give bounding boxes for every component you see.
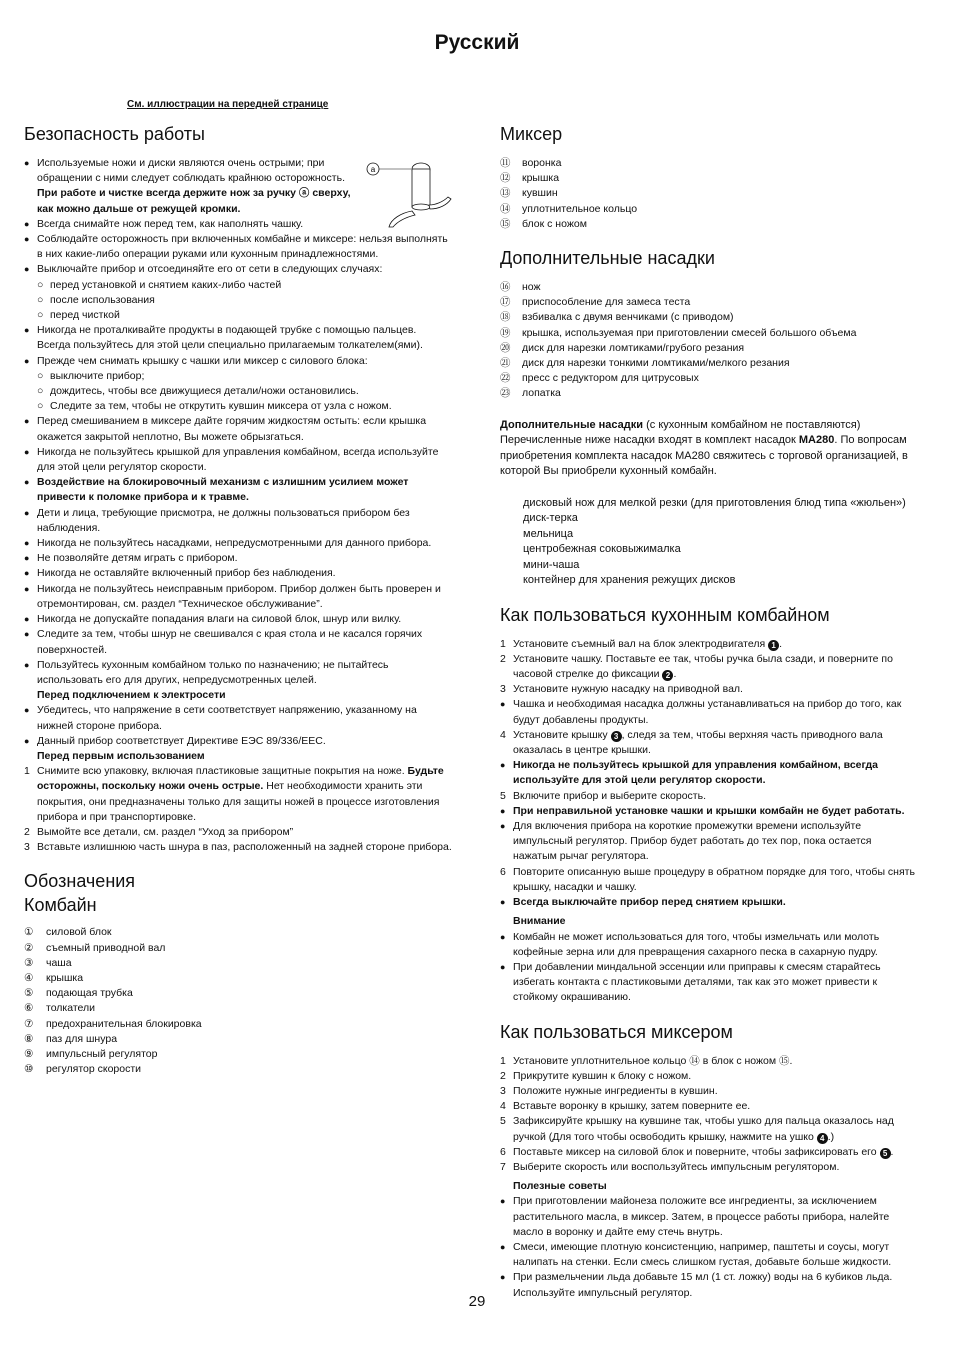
howto-step: 4 Установите крышку 3 , следя за тем, чтобы верхняя часть приводного вала оказалась в центре крышки.	[500, 728, 883, 757]
safety-item: ● Никогда не пользуйтесь насадками, непредусмотренными для данного прибора.	[24, 537, 432, 550]
tips-heading: Полезные советы	[513, 1180, 607, 1193]
mixer-step: 7 Выберите скорость или воспользуйтесь импульсным регулятором.	[500, 1160, 840, 1173]
safety-item: ● Воздействие на блокировочный механизм с излишним усилием может привести к поломке прибора и к травме.	[24, 476, 409, 504]
safety-item: ● Дети и лица, требующие присмотра, не должны пользоваться прибором без наблюдения.	[24, 506, 410, 534]
figure-ref-icon: 5	[880, 1148, 891, 1159]
safety-item: ● Данный прибор соответствует Директиве ЕЭС 89/336/EEC.	[24, 734, 326, 747]
designation-item: ⑧ паз для шнура	[24, 1032, 118, 1045]
howto-note: ● Всегда выключайте прибор перед снятием крышки.	[500, 896, 786, 909]
safety-item: ● Соблюдайте осторожность при включенных комбайне и миксере: нельзя выполнять в них какие-либо операции руками или кухонным принадлежностями.	[24, 233, 448, 261]
howto-note: ● Для включения прибора на короткие промежутки времени используйте импульсный регулятор. Прибор будет работать до тех пор, пока остается нажатым рычаг регулятора.	[500, 820, 872, 863]
tip-item: ● При приготовлении майонеза положите все ингредиенты, за исключением растительного масла, в миксер. Затем, в процессе работы прибора, налейте масло в воронку и дайте ему стечь внутрь.	[500, 1195, 890, 1238]
safety-item: ● Убедитесь, что напряжение в сети соответствует напряжению, указанному на нижней стороне прибора.	[24, 704, 417, 732]
designation-item: ⑤ подающая трубка	[24, 987, 133, 1000]
designation-item: ④ крышка	[24, 971, 84, 984]
extras-item: дисковый нож для мелкой резки (для приготовления блюд типа «жюльен»)	[523, 496, 906, 509]
safety-item: ● Перед смешиванием в миксере дайте горячим жидкостям остыть: если крышка окажется закрытой неплотно, Вы можете обрызгаться.	[24, 415, 427, 443]
mixer-part: ⑪ воронка	[500, 157, 562, 169]
safety-item: ● Используемые ножи и диски являются очень острыми; при обращении с ними следует соблюдать крайнюю осторожность. При работе и чистке всегда держите нож за ручку ⓐ сверху, как можно дальше от режущей кромки.	[24, 157, 351, 215]
extras-item: мельница	[523, 527, 574, 540]
extras-list	[500, 496, 918, 589]
designation-item: ③ чаша	[24, 956, 72, 969]
mixer-heading: Миксер	[500, 124, 563, 144]
safety-item: ● Пользуйтесь кухонным комбайном только по назначению; не пытайтесь использовать его для других, непредусмотренных целей.	[24, 658, 389, 686]
attachment-item: ⑳ диск для нарезки ломтиками/грубого резания	[500, 341, 745, 354]
designation-item: ⑦ предохранительная блокировка	[24, 1017, 202, 1030]
mixer-step: 6 Поставьте миксер на силовой блок и поверните, чтобы зафиксировать его 5 .	[500, 1145, 894, 1158]
attachments-note: Дополнительные насадки (с кухонным комбайном не поставляются) Перечисленные ниже насадки входят в комплект насадок MA280. По вопросам приобретения комплекта насадок MA280 свяжитесь с торговой организацией, в которой Вы приобрели кухонный комбайн.	[500, 418, 908, 478]
right-column	[500, 122, 918, 1301]
attachment-item: ⑲ крышка, используемая при приготовлении смесей большого объема	[500, 326, 857, 339]
mixer-part: ⑭ уплотнительное кольцо	[500, 202, 638, 215]
figure-ref-icon: 4	[817, 1133, 828, 1144]
mixer-step: 2 Прикрутите кувшин к блоку с ножом.	[500, 1069, 692, 1082]
mixer-part: ⑫ крышка	[500, 172, 560, 185]
designation-item: ⑥ толкатели	[24, 1002, 96, 1015]
safety-item: ● Никогда не допускайте попадания влаги на силовой блок, шнур или вилку.	[24, 613, 402, 626]
tip-item: ● При размельчении льда добавьте 15 мл (1 ст. ложку) воды на 6 кубиков льда. Используйте импульсный регулятор.	[500, 1271, 893, 1299]
safety-item: ● Никогда не проталкивайте продукты в подающей трубке с помощью пальцев. Всегда пользуйтесь для этой цели специально прилагаемым толкателем(ями).	[24, 324, 423, 352]
safety-item: ● Никогда не пользуйтесь крышкой для управления комбайном, всегда используйте для этой цели регулятор скорости.	[24, 445, 439, 474]
designation-item: ⑨ импульсный регулятор	[24, 1047, 158, 1060]
attention-heading: Внимание	[513, 915, 566, 928]
illustrations-reference[interactable]: См. иллюстрации на передней странице	[127, 99, 329, 110]
howto-note: ● Чашка и необходимая насадка должны устанавливаться на прибор до того, как будут добавлены продукты.	[500, 698, 902, 726]
first-use-step: 1 Снимите всю упаковку, включая пластиковые защитные покрытия на ноже. Будьте осторожны, поскольку ножи очень острые. Нет необходимости хранить эти покрытия, они предназначены только для защиты ножей в процессе изготовления прибора и при транспортировке.	[24, 765, 444, 823]
attachment-item: ㉓ лопатка	[500, 387, 561, 400]
page-title: Русский	[434, 31, 520, 54]
mixer-use-heading: Как пользоваться миксером	[500, 1021, 733, 1042]
subheading-before-first-use: Перед первым использованием	[37, 749, 205, 762]
mixer-step: 1 Установите уплотнительное кольцо ⑭ в блок с ножом ⑮.	[500, 1054, 793, 1067]
designations-heading: Обозначения Комбайн	[24, 871, 136, 916]
attachment-item: ⑯ нож	[500, 281, 541, 294]
safety-subitem: ○ перед установкой и снятием каких-либо частей	[37, 278, 282, 291]
page-number: 29	[468, 1293, 486, 1310]
subheading-before-connection: Перед подключением к электросети	[37, 689, 226, 702]
safety-item: ● Следите за тем, чтобы шнур не свешивался с края стола и не касался горячих поверхностей.	[24, 628, 423, 656]
mixer-step: 3 Положите нужные ингредиенты в кувшин.	[500, 1084, 718, 1097]
extras-item: мини-чаша	[523, 558, 580, 571]
howto-step: 5 Включите прибор и выберите скорость.	[500, 789, 706, 802]
safety-item: ● Никогда не оставляйте включенный прибор без наблюдения.	[24, 567, 336, 580]
safety-item: ● Не позволяйте детям играть с прибором.	[24, 552, 238, 565]
combine-heading: Комбайн	[24, 895, 97, 916]
figure-ref-icon: 3	[611, 731, 622, 742]
mixer-part: ⑮ блок с ножом	[500, 217, 587, 230]
designation-item: ⑩ регулятор скорости	[24, 1063, 142, 1076]
left-column	[24, 122, 452, 1077]
attachment-item: ⑰ приспособление для замеса теста	[500, 296, 691, 309]
howto-step: 3 Установите нужную насадку на приводной вал.	[500, 683, 743, 696]
mixer-part: ⑬ кувшин	[500, 187, 558, 200]
attachment-item: ⑱ взбивалка с двумя венчиками (с приводом)	[500, 311, 734, 324]
extras-item: контейнер для хранения режущих дисков	[523, 574, 736, 587]
safety-item: ● Прежде чем снимать крышку с чашки или миксер с силового блока:	[24, 354, 368, 367]
howto-step: 6 Повторите описанную выше процедуру в обратном порядке для того, чтобы снять крышку, насадки и чашку.	[500, 865, 915, 893]
howto-step: 1 Установите съемный вал на блок электродвигателя 1 .	[500, 637, 782, 650]
attachment-item: ㉒ пресс с редуктором для цитрусовых	[500, 372, 699, 385]
howto-step: 2 Установите чашку. Поставьте ее так, чтобы ручка была сзади, и поверните по часовой стрелке до фиксации 2 .	[500, 652, 893, 681]
first-use-step: 2 Вымойте все детали, см. раздел “Уход за прибором”	[24, 825, 294, 838]
safety-subitem: ○ дождитесь, чтобы все движущиеся детали/ножи остановились.	[37, 385, 359, 398]
attachment-item: ㉑ диск для нарезки тонкими ломтиками/мелкого резания	[500, 357, 790, 370]
attention-item: ● При добавлении миндальной эссенции или приправы к смесям старайтесь избегать контакта с пластиковыми деталями, так как это может привести к стойкому окрашиванию.	[500, 960, 881, 1004]
mixer-step: 5 Зафиксируйте крышку на кувшине так, чтобы ушко для пальца оказалось над ручкой (Для того чтобы освободить крышку, нажмите на ушко 4 .)	[500, 1115, 894, 1143]
knife-label: a	[370, 165, 376, 174]
extras-item: диск-терка	[523, 512, 578, 525]
attachments-heading: Дополнительные насадки	[500, 248, 715, 269]
designation-item: ② съемный приводной вал	[24, 941, 166, 954]
safety-subitem: ○ выключите прибор;	[37, 369, 145, 382]
attention-item: ● Комбайн не может использоваться для того, чтобы измельчать или молоть кофейные зерна или для превращения сахарного песка в сахарную пудру.	[500, 930, 880, 958]
safety-subitem: ○ после использования	[37, 293, 155, 306]
safety-item: ● Всегда снимайте нож перед тем, как наполнять чашку.	[24, 217, 304, 230]
safety-item: ● Выключайте прибор и отсоединяйте его от сети в следующих случаях:	[24, 263, 383, 276]
extras-item: центробежная соковыжималка	[523, 543, 681, 556]
howto-heading: Как пользоваться кухонным комбайном	[500, 604, 830, 625]
safety-heading: Безопасность работы	[24, 124, 205, 144]
howto-note: ● При неправильной установке чашки и крышки комбайн не будет работать.	[500, 804, 905, 817]
first-use-step: 3 Вставьте излишнюю часть шнура в паз, расположенный на задней стороне прибора.	[24, 841, 452, 854]
figure-ref-icon: 2	[662, 670, 673, 681]
mixer-step: 4 Вставьте воронку в крышку, затем поверните ее.	[500, 1100, 751, 1113]
designation-item: ① силовой блок	[24, 926, 112, 939]
safety-subitem: ○ перед чисткой	[37, 309, 120, 322]
tip-item: ● Смеси, имеющие плотную консистенцию, например, паштеты и соусы, могут налипать на стенки. Если смесь слишком густая, добавьте больше жидкости.	[500, 1240, 892, 1269]
safety-subitem: ○ Следите за тем, чтобы не открутить кувшин миксера от узла с ножом.	[37, 400, 392, 413]
howto-note: ● Никогда не пользуйтесь крышкой для управления комбайном, всегда используйте для этой цели регулятор скорости.	[500, 759, 878, 787]
safety-item: ● Никогда не пользуйтесь неисправным прибором. Прибор должен быть проверен и отремонтирован, см. раздел “Техническое обслуживание”.	[24, 582, 441, 610]
figure-ref-icon: 1	[768, 640, 779, 651]
